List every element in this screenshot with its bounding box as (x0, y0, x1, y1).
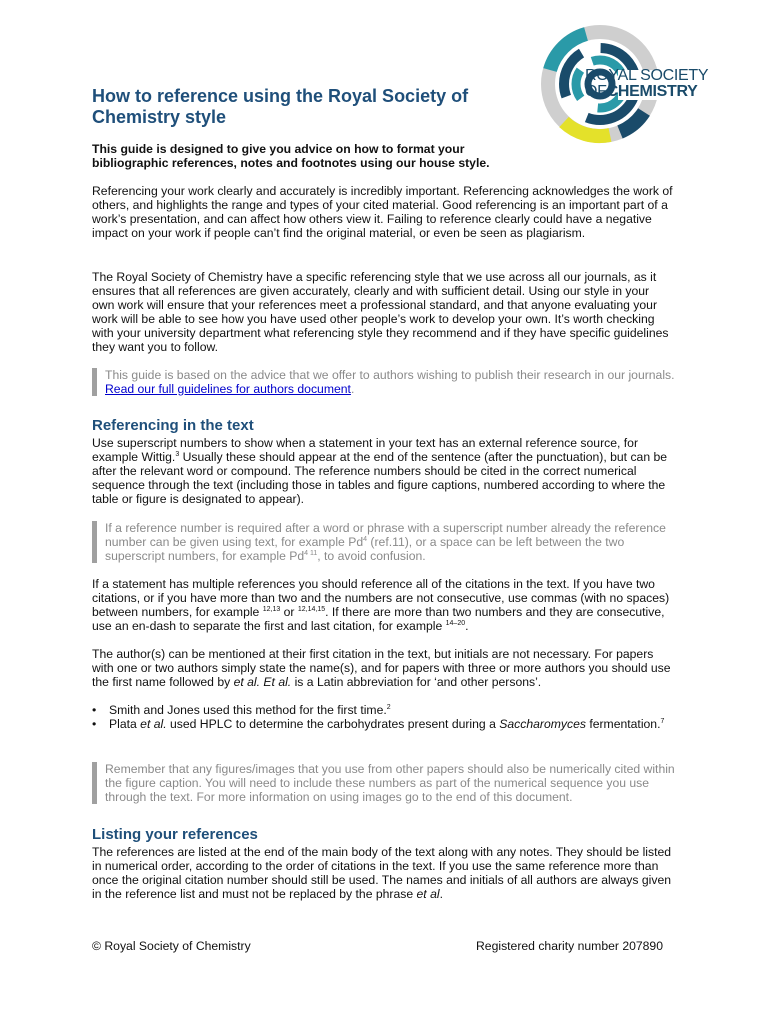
footer-copyright: © Royal Society of Chemistry (92, 939, 251, 953)
bullet2-a: Plata (109, 717, 141, 731)
bullet2-it: et al. (140, 717, 167, 731)
multi-c: . If there are more than two numbers and they are consecutive, use an en-dash to separate the first and last citation, for example (92, 605, 665, 633)
callout-superscript (92, 521, 685, 563)
multi-b: or (280, 605, 298, 619)
authors-etal1: et al. (233, 675, 261, 689)
callout-guidelines-text: This guide is based on the advice that we offer to authors wishing to publish their research in our journals. (105, 368, 675, 382)
callout-figures: Remember that any figures/images that you use from other papers should also be numerically cited within the figure caption. You will need to include these numbers as part of the numerical sequence you use through the text. For more information on using images go to the end of this document. (92, 762, 685, 804)
bullet1-sup: 2 (386, 703, 391, 711)
guidelines-link[interactable]: Read our full guidelines for authors document (105, 382, 351, 396)
section-heading-listing-references: Listing your references (92, 826, 258, 843)
bullet1-text: Smith and Jones used this method for the first time. (109, 703, 387, 717)
callout2-a: If a reference number is required after a word or phrase with a superscript number already the reference number can be given using text, for example Pd (105, 521, 666, 549)
logo-text-line1: ROYAL SOCIETY (585, 67, 709, 84)
callout2-sup2: 4 11 (304, 549, 318, 557)
callout-guidelines-end: . (350, 382, 355, 396)
ref-p1-text-b: Usually these should appear at the end of the sentence (after the punctuation), but can be after the relevant word or compound. The reference numbers should be cited in the correct numerical sequence through the text (including those in tables and figure captions, numbered according to where the table or figure is designated to appear). (92, 450, 668, 506)
authors-b: is a Latin abbreviation for ‘and other persons’. (291, 675, 542, 689)
logo-text-chemistry: CHEMISTRY (606, 83, 698, 100)
ref-p1-sup: 3 (175, 450, 180, 458)
footer-charity-number: Registered charity number 207890 (476, 939, 663, 953)
callout-guidelines (92, 368, 685, 396)
multiple-references-paragraph (92, 577, 674, 633)
page-title: How to reference using the Royal Society of Chemistry style (92, 86, 469, 127)
bullet2-sup: 7 (660, 717, 665, 725)
listing-b: . (439, 887, 443, 901)
bullet2-b: used HPLC to determine the carbohydrates present during a (166, 717, 500, 731)
intro-paragraph: This guide is designed to give you advice on how to format your bibliographic references, notes and footnotes using our house style. (92, 142, 490, 170)
authors-a: The author(s) can be mentioned at their first citation in the text, but initials are not necessary. For papers with one or two authors simply state the name(s), and for papers with three or more authors you should use the first name followed by (92, 647, 671, 689)
listing-a: The references are listed at the end of the main body of the text along with any notes. They should be listed in numerical order, according to the order of citations in the text. If you use the same reference more than once the original citation number should still be used. The names and initials of all authors are always given in the reference list and must not be replaced by the phrase (92, 845, 672, 901)
logo-text-line2 (585, 85, 698, 99)
example-bullet-list (92, 703, 674, 731)
multi-sup2: 12,14,15 (297, 605, 326, 613)
paragraph-1: Referencing your work clearly and accurately is incredibly important. Referencing acknowledges the work of others, and highlights the range and types of your cited material. Good referencing is an important part of a work’s presentation, and can affect how others view it. Failing to reference clearly could have a negative impact on your work if people can’t find the original material, or even be seen as plagiarism. (92, 184, 673, 240)
callout2-sup1: 4 (363, 535, 368, 543)
paragraph-2: The Royal Society of Chemistry have a specific referencing style that we use across all our journals, as it ensures that all references are given accurately, clearly and with sufficient detail. Using our style in your own work will ensure that your references meet a professional standard, and that anyone evaluating your work will be able to see how you have used other people’s work to develop your own. It’s worth checking with your university department what referencing style they recommend and if they have specific guidelines they want you to follow. (92, 270, 669, 354)
bullet-dot: • (92, 703, 97, 717)
multi-a: If a statement has multiple references you should reference all of the citations in the text. If you have two citations, or if you have more than two and the numbers are not consecutive, use commas (with no spaces) between numbers, for example (92, 577, 670, 619)
authors-etal2: Et al. (263, 675, 292, 689)
multi-d: . (465, 619, 469, 633)
callout2-c: , to avoid confusion. (317, 549, 426, 563)
logo-text-of: OF (585, 83, 607, 100)
list-item (92, 703, 674, 717)
bullet-dot: • (92, 717, 97, 731)
ref-p1-text-a: Use superscript numbers to show when a statement in your text has an external reference source, for example Wittig. (92, 436, 638, 464)
bullet2-it2: Saccharomyces (499, 717, 586, 731)
multi-sup1: 12,13 (262, 605, 281, 613)
section-heading-referencing-in-text: Referencing in the text (92, 417, 254, 434)
listing-paragraph (92, 845, 674, 901)
listing-it: et al (416, 887, 440, 901)
multi-sup3: 14–20 (445, 619, 466, 627)
bullet2-c: fermentation. (585, 717, 661, 731)
referencing-paragraph-1 (92, 436, 674, 506)
authors-paragraph (92, 647, 674, 689)
callout2-b: (ref.11), or a space can be left between the two superscript numbers, for example Pd (105, 535, 625, 563)
list-item (92, 717, 674, 731)
